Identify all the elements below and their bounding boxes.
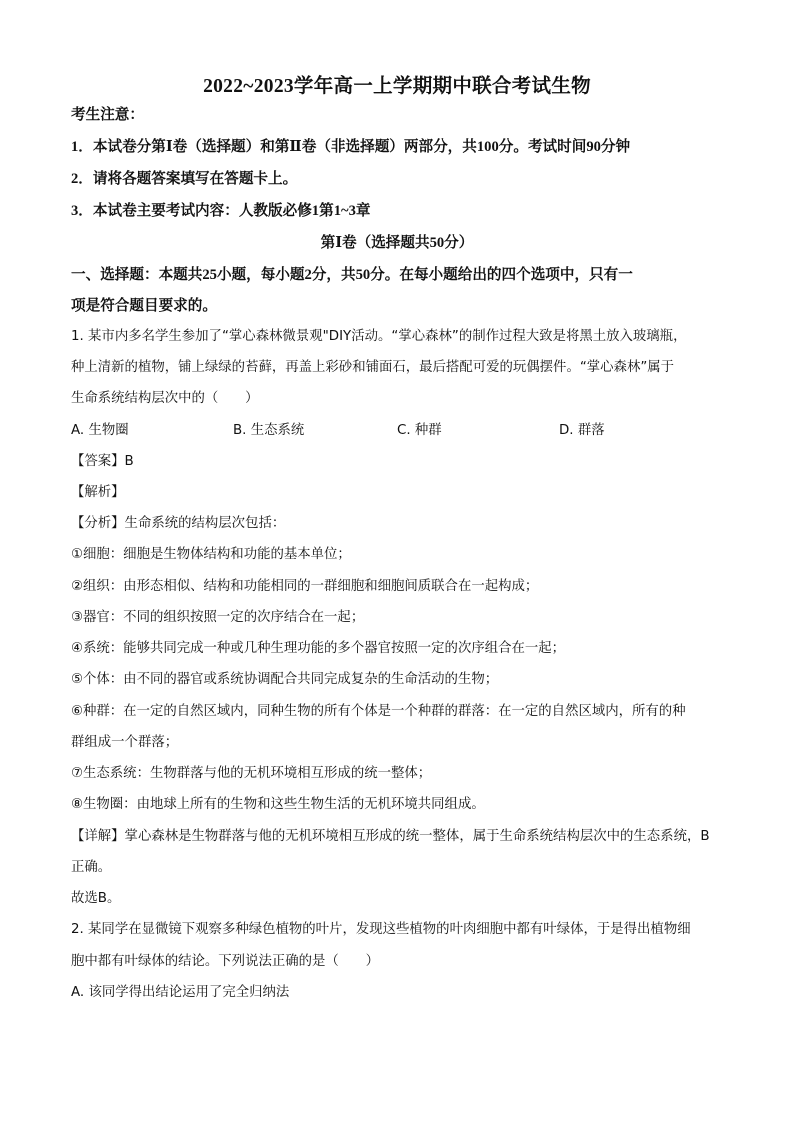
- question-1-stem: 1. 某市内多名学生参加了“掌心森林微景观"DIY活动。“掌心森林”的制作过程大致是将黑土放入玻璃瓶，: [71, 329, 687, 344]
- section-title: 第Ⅰ卷（选择题共50分）: [320, 235, 474, 251]
- question-1-stem: 生命系统结构层次中的（ ）: [71, 391, 259, 406]
- page-title: 2022~2023学年高一上学期期中联合考试生物: [203, 76, 591, 97]
- notice-item: 3．本试卷主要考试内容：人教版必修1第1~3章: [71, 203, 371, 219]
- question-1-stem: 种上清新的植物，铺上绿绿的苔藓，再盖上彩砂和铺面石，最后搭配可爱的玩偶摆件。“掌心森林”属于: [71, 360, 675, 375]
- question-1-analysis-label: 【解析】: [71, 485, 125, 500]
- analysis-line: 故选B。: [71, 891, 121, 906]
- analysis-line: ⑧生物圈：由地球上所有的生物和这些生物生活的无机环境共同组成。: [71, 797, 485, 812]
- analysis-line: ⑤个体：由不同的器官或系统协调配合共同完成复杂的生命活动的生物；: [71, 672, 499, 687]
- question-1-option-b: B. 生态系统: [233, 423, 305, 438]
- notice-item: 2．请将各题答案填写在答题卡上。: [71, 171, 298, 187]
- analysis-line: 群组成一个群落；: [71, 735, 179, 750]
- question-1-option-c: C. 种群: [397, 423, 442, 438]
- notice-heading: 考生注意：: [71, 107, 144, 123]
- question-1-option-a: A. 生物圈: [71, 423, 129, 438]
- question-1-answer: 【答案】B: [71, 454, 134, 469]
- analysis-line: 【分析】生命系统的结构层次包括：: [71, 516, 286, 531]
- analysis-line: 正确。: [71, 860, 112, 875]
- analysis-line: ②组织：由形态相似、结构和功能相同的一群细胞和细胞间质联合在一起构成；: [71, 579, 539, 594]
- analysis-line: ④系统：能够共同完成一种或几种生理功能的多个器官按照一定的次序组合在一起；: [71, 641, 566, 656]
- question-1-option-d: D. 群落: [559, 423, 605, 438]
- question-2-stem: 胞中都有叶绿体的结论。下列说法正确的是（ ）: [71, 954, 379, 969]
- analysis-line: ⑥种群：在一定的自然区域内，同种生物的所有个体是一个种群的群落：在一定的自然区域内，所有的种: [71, 704, 686, 719]
- section-intro: 项是符合题目要求的。: [71, 298, 217, 314]
- analysis-line: ③器官：不同的组织按照一定的次序结合在一起；: [71, 610, 365, 625]
- question-2-option-a: A. 该同学得出结论运用了完全归纳法: [71, 985, 290, 1000]
- analysis-line: 【详解】掌心森林是生物群落与他的无机环境相互形成的统一整体，属于生命系统结构层次中的生态系统，B: [71, 829, 710, 844]
- notice-item: 1．本试卷分第Ⅰ卷（选择题）和第Ⅱ卷（非选择题）两部分，共100分。考试时间90分钟: [71, 139, 631, 155]
- question-2-stem: 2. 某同学在显微镜下观察多种绿色植物的叶片，发现这些植物的叶肉细胞中都有叶绿体，于是得出植物细: [71, 922, 691, 937]
- section-intro: 一、选择题：本题共25小题，每小题2分，共50分。在每小题给出的四个选项中，只有一: [71, 267, 633, 283]
- analysis-line: ⑦生态系统：生物群落与他的无机环境相互形成的统一整体；: [71, 766, 432, 781]
- analysis-line: ①细胞：细胞是生物体结构和功能的基本单位；: [71, 547, 351, 562]
